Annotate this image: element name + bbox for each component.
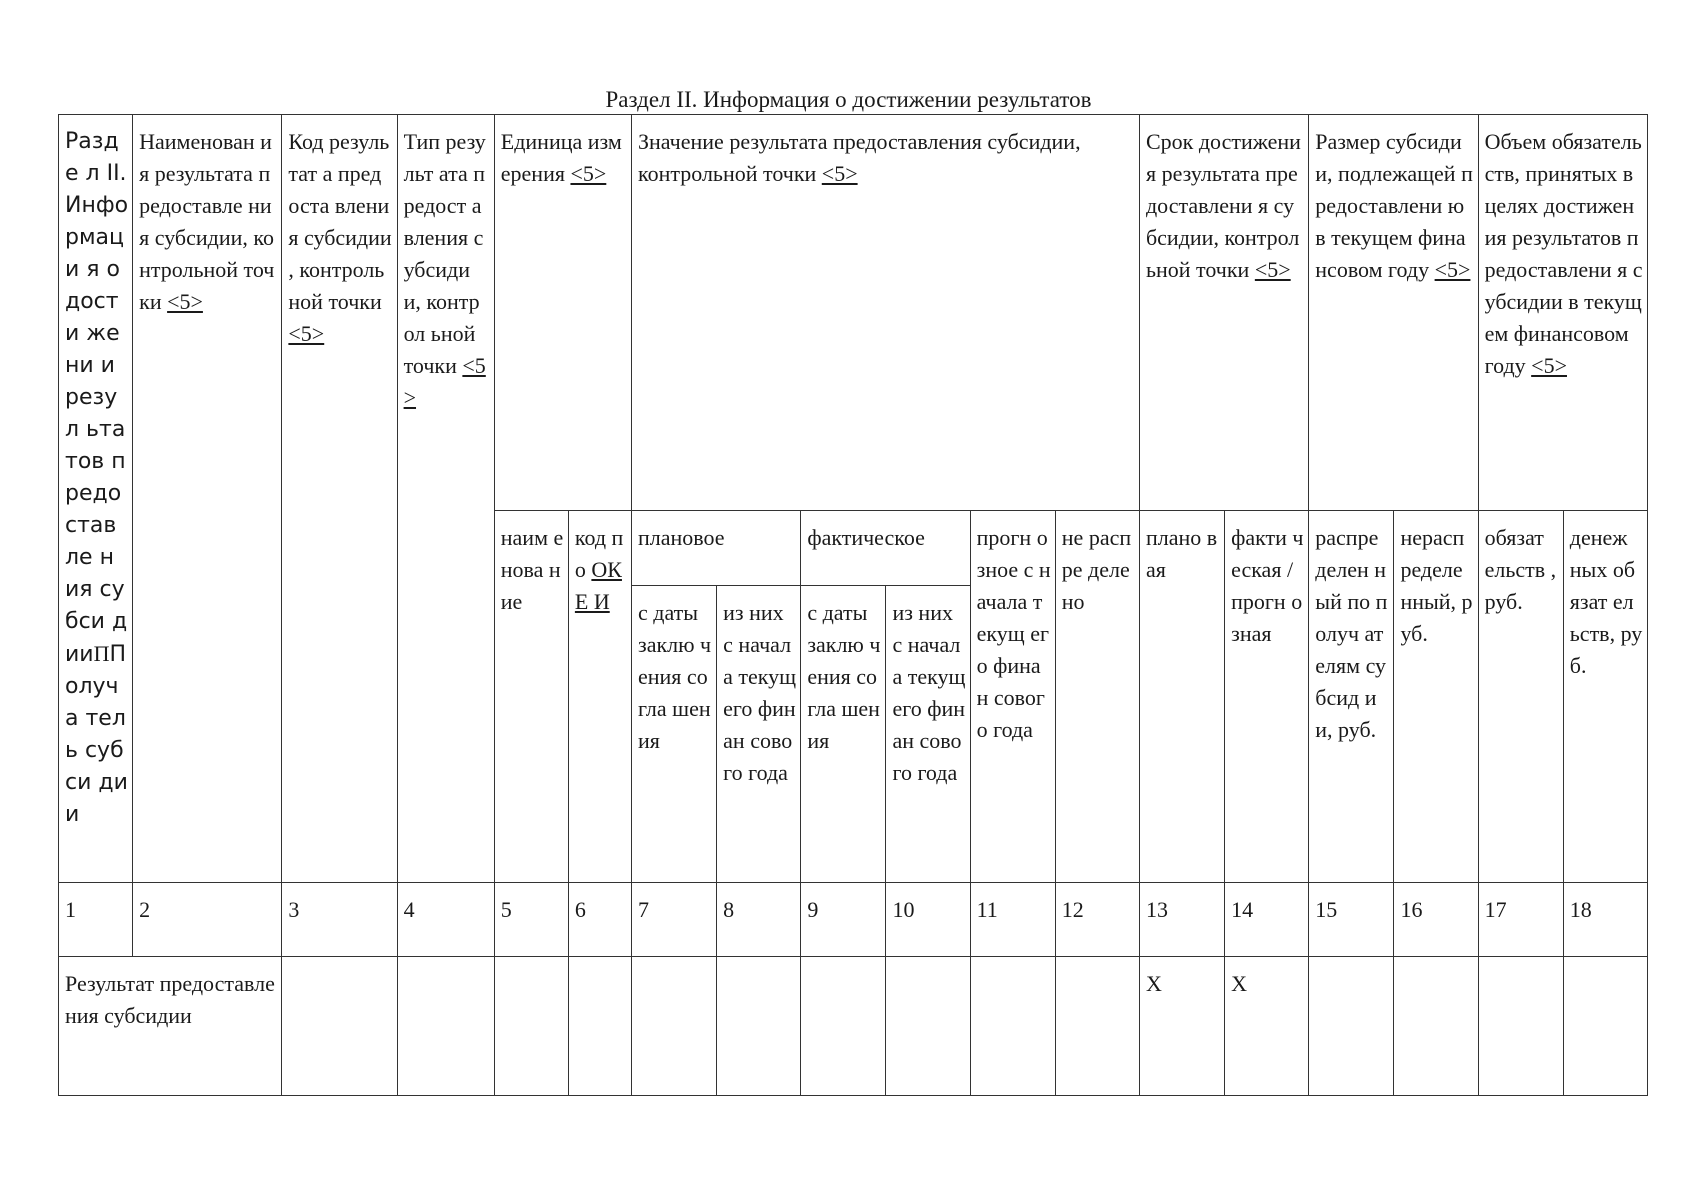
column-number: 2: [133, 882, 282, 956]
column-number: 13: [1139, 882, 1224, 956]
result-row-label: Результат предоставления субсидии: [59, 957, 282, 1096]
table-cell[interactable]: [1563, 957, 1647, 1096]
table-cell[interactable]: [397, 957, 494, 1096]
header-result-name: Наименован ия результата предоставле ния субсидии, контрольной точки <5>: [133, 115, 282, 883]
header-unit-code: код по ОКЕ И: [568, 511, 631, 882]
header-deadline-planned: плано вая: [1139, 511, 1224, 882]
result-row: [59, 957, 1648, 1096]
column-number: 12: [1055, 882, 1139, 956]
header-section-label: Разде л II. Инфо рмаци я о дости жени и резул ьтатов предо ставле ния субси дии: [65, 129, 129, 667]
header-planned: плановое: [632, 511, 801, 585]
footnote-link[interactable]: <5>: [570, 161, 607, 186]
column-number: 17: [1478, 882, 1563, 956]
header-recipient-label: Получа тель субси дии: [65, 642, 128, 827]
header-deadline: Срок достижения результата предоставлени я субсидии, контрольной точки <5>: [1139, 115, 1308, 511]
header-subsidy-undistributed: нерасп ределе нный, руб.: [1394, 511, 1478, 882]
header-actual: фактическое: [801, 511, 970, 585]
header-planned-from-agreement: с даты заклю чения согла шения: [632, 585, 717, 882]
header-unit-name: наим енова ние: [494, 511, 568, 882]
header-forecast: прогн озное с начала текущ его финан сового года: [970, 511, 1055, 882]
header-planned-current-year: из них с начала текущ его финан сового года: [717, 585, 801, 882]
column-number: 3: [282, 882, 397, 956]
column-number: 5: [494, 882, 568, 956]
column-number: 11: [970, 882, 1055, 956]
table-cell[interactable]: [1478, 957, 1563, 1096]
table-cell[interactable]: [886, 957, 970, 1096]
footnote-link[interactable]: <5>: [167, 289, 203, 314]
footnote-link[interactable]: <5>: [1434, 257, 1471, 282]
footnote-link[interactable]: <5>: [821, 161, 858, 186]
table-cell[interactable]: [494, 957, 568, 1096]
column-number: 18: [1563, 882, 1647, 956]
column-number: 16: [1394, 882, 1478, 956]
deadline-actual-cell: X: [1225, 957, 1309, 1096]
column-number: 14: [1225, 882, 1309, 956]
header-section-recipient: Разде л II. Инфо рмаци я о дости жени и резул ьтатов предо ставле ния субси дииППолуча тель субси дии: [59, 115, 133, 883]
header-result-type: Тип результ ата предост авления субсиди и, контрол ьной точки <5>: [397, 115, 494, 883]
header-subsidy-size: Размер субсидии, подлежащей предоставлени ю в текущем финансовом году <5>: [1309, 115, 1478, 511]
table-cell[interactable]: [970, 957, 1055, 1096]
header-monetary-obligations: денеж ных обязат ельств, руб.: [1563, 511, 1647, 882]
header-deadline-actual: факти ческая /прогн озная: [1225, 511, 1309, 882]
table-cell[interactable]: [632, 957, 717, 1096]
footnote-link[interactable]: <5>: [1531, 353, 1567, 378]
column-number: 7: [632, 882, 717, 956]
table-cell[interactable]: [282, 957, 397, 1096]
column-numbers-row: [59, 882, 1648, 956]
table-cell[interactable]: [568, 957, 631, 1096]
table-cell[interactable]: [717, 957, 801, 1096]
deadline-planned-cell: X: [1139, 957, 1224, 1096]
okei-link[interactable]: ОКЕ И: [574, 557, 622, 615]
footnote-link[interactable]: <5>: [403, 353, 486, 410]
column-number: 4: [397, 882, 494, 956]
header-value: Значение результата предоставления субсидии, контрольной точки <5>: [632, 115, 1140, 511]
column-number: 6: [568, 882, 631, 956]
header-undistributed: не распре делено: [1055, 511, 1139, 882]
header-obligations-total: обязат ельств , руб.: [1478, 511, 1563, 882]
column-number: 8: [717, 882, 801, 956]
header-unit: Единица измерения <5>: [494, 115, 631, 511]
header-subsidy-distributed: распре делен ный по получ ателям субсид ии, руб.: [1309, 511, 1394, 882]
header-row-top: [59, 115, 1648, 511]
column-number: 10: [886, 882, 970, 956]
column-number: 1: [59, 882, 133, 956]
footnote-link[interactable]: <5>: [288, 321, 325, 346]
header-obligations: Объем обязательств, принятых в целях достижения результатов предоставлени я субсидии в текущем финансовом году <5>: [1478, 115, 1647, 511]
header-actual-current-year: из них с начала текущ его финан сового года: [886, 585, 970, 882]
header-result-code: Код результат а предоста вления субсидии , контроль ной точки <5>: [282, 115, 397, 883]
table-cell[interactable]: [1394, 957, 1478, 1096]
document-title: Раздел II. Информация о достижении результатов: [605, 87, 1092, 112]
table-cell[interactable]: [1309, 957, 1394, 1096]
table-cell[interactable]: [1055, 957, 1139, 1096]
column-number: 15: [1309, 882, 1394, 956]
column-number: 9: [801, 882, 886, 956]
table-cell[interactable]: [801, 957, 886, 1096]
results-table: [58, 114, 1648, 1096]
header-actual-from-agreement: с даты заклю чения согла шения: [801, 585, 886, 882]
footnote-link[interactable]: <5>: [1254, 257, 1291, 282]
